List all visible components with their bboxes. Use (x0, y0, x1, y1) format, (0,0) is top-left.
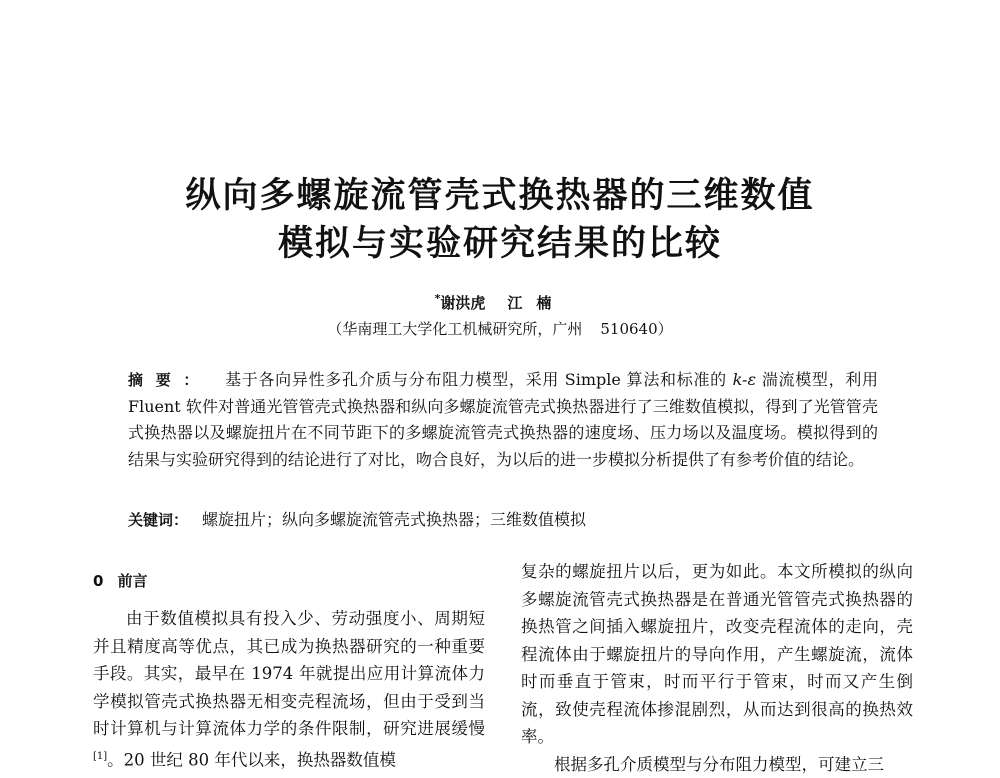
author-name: 江楠 (507, 294, 565, 312)
abstract-text: 湍流模型，利用 Fluent 软件对普通光管管壳式换热器和纵向多螺旋流管壳式换热器进行了三维数值模拟，得到了光管管壳式换热器以及螺旋扭片在不同节距下的多螺旋流管壳式换热器的速度场、压力场以及温度场。模拟得到的结果与实验研究得到的结论进行了对比，吻合良好，为以后的进一步模拟分析提供了有参考价值的结论。 (128, 370, 878, 469)
body-paragraph: 根据多孔介质模型与分布阻力模型，可建立三 (521, 751, 913, 778)
section-title: 前言 (117, 572, 147, 590)
paragraph-text: 。20 世纪 80 年代以来，换热器数值模 (107, 750, 396, 769)
paper-title-line-2: 模拟与实验研究结果的比较 (0, 216, 1000, 266)
section-heading (93, 568, 485, 595)
paper-title-line-1: 纵向多螺旋流管壳式换热器的三维数值 (0, 168, 1000, 218)
abstract-text: 基于各向异性多孔介质与分布阻力模型，采用 Simple 算法和标准的 (225, 370, 733, 389)
author-name: 谢洪虎 (440, 294, 485, 312)
author-line (0, 292, 1000, 313)
abstract-block (128, 367, 878, 473)
abstract-label: 摘要： (128, 371, 211, 389)
keywords-label: 关键词： (128, 511, 188, 529)
paragraph-text: 由于数值模拟具有投入少、劳动强度小、周期短并且精度高等优点，其已成为换热器研究的一种重要手段。其实，最早在 1974 年就提出应用计算流体力学模拟管壳式换热器无相变壳程流场，但由于受到当时计算机与计算流体力学的条件限制，研究进展缓慢 (93, 609, 485, 738)
affiliation-text: （华南理工大学化工机械研究所，广州 (327, 320, 582, 338)
keywords-block (128, 507, 878, 530)
abstract-math: k-ε (733, 370, 756, 389)
citation-marker: [1] (93, 751, 107, 762)
keywords-text: 螺旋扭片；纵向多螺旋流管壳式换热器；三维数值模拟 (202, 510, 586, 529)
body-paragraph: 复杂的螺旋扭片以后，更为如此。本文所模拟的纵向多螺旋流管壳式换热器是在普通光管管壳式换热器的换热管之间插入螺旋扭片，改变壳程流体的走向，壳程流体由于螺旋扭片的导向作用，产生螺旋流，流体时而垂直于管束，时而平行于管束，时而又产生倒流，致使壳程流体掺混剧烈，从而达到很高的换热效率。 (521, 558, 913, 751)
left-column (93, 568, 485, 774)
affiliation-zip: 510640） (600, 320, 672, 338)
affiliation (0, 318, 1000, 339)
body-paragraph (93, 605, 485, 774)
right-column (521, 558, 913, 778)
corresponding-author-marker: * (435, 292, 441, 305)
section-number: 0 (93, 572, 103, 590)
